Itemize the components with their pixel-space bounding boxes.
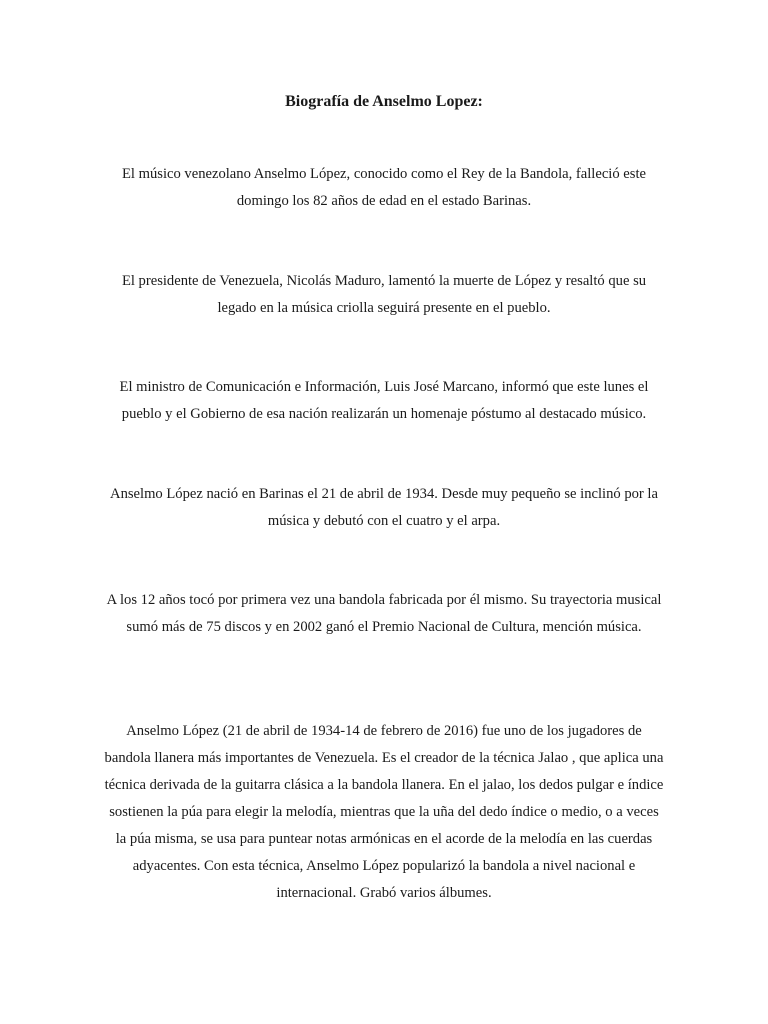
paragraph-birth: Anselmo López nació en Barinas el 21 de abril de 1934. Desde muy pequeño se inclinó por la música y debutó con el cuatro y el arpa. bbox=[110, 486, 658, 529]
paragraph-minister-statement: El ministro de Comunicación e Información, Luis José Marcano, informó que este lunes el pueblo y el Gobierno de esa nación realizarán un homenaje póstumo al destacado músico. bbox=[119, 379, 649, 422]
paragraph-career: A los 12 años tocó por primera vez una bandola fabricada por él mismo. Su trayectoria musical sumó más de 75 discos y en 2002 ganó el Premio Nacional de Cultura, mención música. bbox=[106, 592, 662, 635]
paragraph-jalao-technique: Anselmo López (21 de abril de 1934-14 de febrero de 2016) fue uno de los jugadores de bandola llanera más importantes de Venezuela. Es el creador de la técnica Jalao , que aplica una técnica derivada de la guitarra clásica a la bandola llanera. En el jalao, los dedos pulgar e índice sostienen la púa para elegir la melodía, mientras que la uña del dedo índice o medio, o a veces la púa misma, se usa para puntear notas armónicas en el acorde de la melodía en las cuerdas adyacentes. Con esta técnica, Anselmo López popularizó la bandola a nivel nacional e internacional. Grabó varios álbumes. bbox=[104, 723, 664, 901]
paragraph-president-statement: El presidente de Venezuela, Nicolás Maduro, lamentó la muerte de López y resaltó que su legado en la música criolla seguirá presente en el pueblo. bbox=[121, 273, 647, 316]
paragraph-death-announcement: El músico venezolano Anselmo López, conocido como el Rey de la Bandola, falleció este domingo los 82 años de edad en el estado Barinas. bbox=[122, 166, 646, 209]
document-title: Biografía de Anselmo Lopez: bbox=[285, 93, 483, 110]
